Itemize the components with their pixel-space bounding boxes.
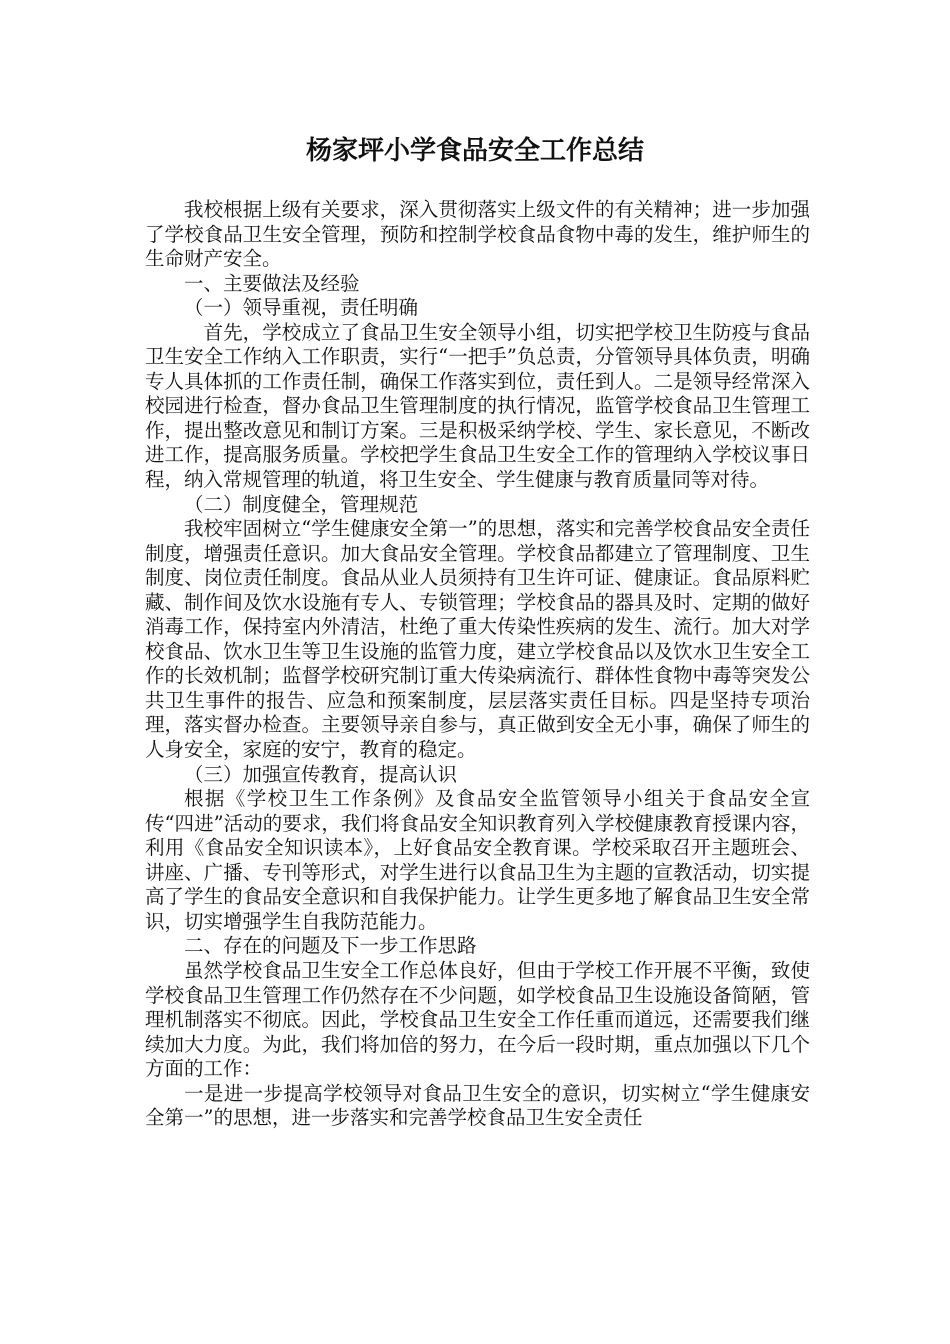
document-title: 杨家坪小学食品安全工作总结	[305, 136, 644, 166]
document-body	[145, 198, 810, 1131]
intro-paragraph: 我校根据上级有关要求，深入贯彻落实上级文件的有关精神；进一步加强了学校食品卫生安全管理，预防和控制学校食品食物中毒的发生，维护师生的生命财产安全。	[145, 198, 810, 271]
section-heading-1: 一、主要做法及经验	[184, 271, 360, 295]
subsection-heading-1: （一）领导重视，责任明确	[184, 296, 419, 320]
subsection-heading-3: （三）加强宣传教育，提高认识	[184, 762, 458, 786]
body-paragraph: 根据《学校卫生工作条例》及食品安全监管领导小组关于食品安全宣传“四进”活动的要求，我们将食品安全知识教育列入学校健康教育授课内容，利用《食品安全知识读本》，上好食品安全教育课。学校采取召开主题班会、讲座、广播、专刊等形式，对学生进行以食品卫生为主题的宣教活动，切实提高了学生的食品安全意识和自我保护能力。让学生更多地了解食品卫生安全常识，切实增强学生自我防范能力。	[145, 787, 810, 933]
body-paragraph: 虽然学校食品卫生安全工作总体良好，但由于学校工作开展不平衡，致使学校食品卫生管理工作仍然存在不少问题，如学校食品卫生设施设备简陋，管理机制落实不彻底。因此，学校食品卫生安全工作任重而道远，还需要我们继续加大力度。为此，我们将加倍的努力，在今后一段时期，重点加强以下几个方面的工作：	[145, 958, 810, 1081]
body-paragraph: 首先，学校成立了食品卫生安全领导小组，切实把学校卫生防疫与食品卫生安全工作纳入工作职责，实行“一把手”负总责，分管领导具体负责，明确专人具体抓的工作责任制，确保工作落实到位，责任到人。二是领导经常深入校园进行检查，督办食品卫生管理制度的执行情况，监管学校食品卫生管理工作，提出整改意见和制订方案。三是积极采纳学校、学生、家长意见，不断改进工作，提高服务质量。学校把学生食品卫生安全工作的管理纳入学校议事日程，纳入常规管理的轨道，将卫生安全、学生健康与教育质量同等对待。	[145, 320, 810, 492]
body-paragraph: 我校牢固树立“学生健康安全第一”的思想，落实和完善学校食品安全责任制度，增强责任意识。加大食品安全管理。学校食品都建立了管理制度、卫生制度、岗位责任制度。食品从业人员须持有卫生许可证、健康证。食品原料贮藏、制作间及饮水设施有专人、专锁管理；学校食品的器具及时、定期的做好消毒工作，保持室内外清洁，杜绝了重大传染性疾病的发生、流行。加大对学校食品、饮水卫生等卫生设施的监管力度，建立学校食品以及饮水卫生安全工作的长效机制；监督学校研究制订重大传染病流行、群体性食物中毒等突发公共卫生事件的报告、应急和预案制度，层层落实责任目标。四是坚持专项治理，落实督办检查。主要领导亲自参与，真正做到安全无小事，确保了师生的人身安全，家庭的安宁，教育的稳定。	[145, 517, 810, 762]
body-paragraph: 一是进一步提高学校领导对食品卫生安全的意识，切实树立“学生健康安全第一”的思想，进一步落实和完善学校食品卫生安全责任	[145, 1081, 810, 1130]
section-heading-2: 二、存在的问题及下一步工作思路	[184, 934, 477, 958]
subsection-heading-2: （二）制度健全，管理规范	[184, 492, 419, 516]
